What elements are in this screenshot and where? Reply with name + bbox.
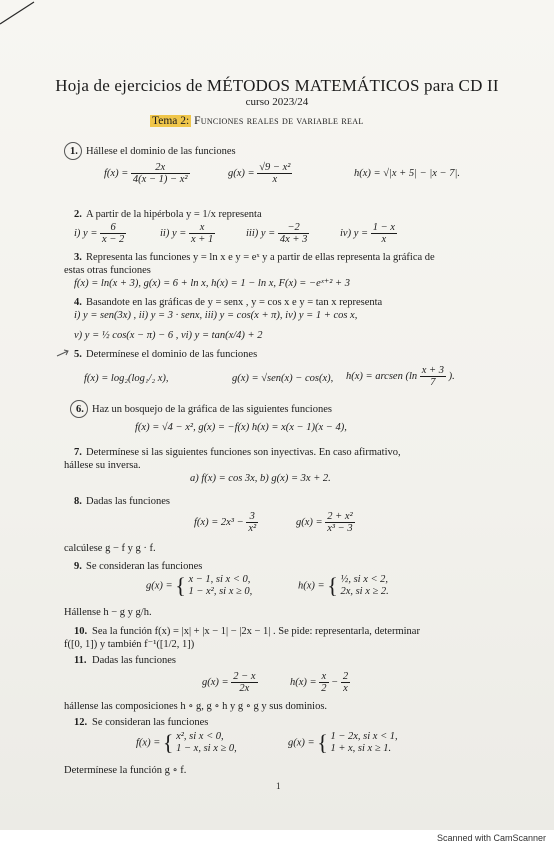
- ex9-g: g(x) = { x − 1, si x < 0, 1 − x², si x ≥ 0,: [146, 573, 253, 598]
- ex10-text-line1: Sea la función f(x) = |x| + |x − 1| − |2x − 1| . Se pide: representarla, determinar: [92, 626, 420, 637]
- ex3-text-line2: estas otras funciones: [64, 265, 151, 276]
- ex12-g: g(x) = { 1 − 2x, si x < 1, 1 + x, si x ≥ 1.: [288, 730, 398, 755]
- ex3-functions: f(x) = ln(x + 3), g(x) = 6 + ln x, h(x) = 1 − ln x, F(x) = −eˣ⁺² + 3: [74, 278, 351, 289]
- ex7-number: 7.: [74, 447, 82, 458]
- ex2-number: 2.: [74, 209, 82, 220]
- ex2-iii: iii) y = $\frac{-2}{4x + 3}$: [246, 222, 308, 245]
- ex10-text-line2: f([0, 1]) y también f⁻¹([1/2, 1]): [64, 639, 195, 650]
- ex9-number: 9.: [74, 561, 82, 572]
- ex2-text: A partir de la hipérbola y = 1/x representa: [86, 209, 262, 220]
- tema-title: Funciones reales de variable real: [194, 115, 364, 127]
- ex9-h: h(x) = { ½, si x < 2, 2x, si x ≥ 2.: [298, 573, 389, 598]
- scanner-watermark: Scanned with CamScanner: [436, 833, 546, 843]
- ex2-ii: ii) y = $\frac{x}{x + 1}$: [160, 222, 214, 245]
- ex10-number: 10.: [74, 626, 88, 637]
- ex12-f: f(x) = { x², si x < 0, 1 − x, si x ≥ 0,: [136, 730, 237, 755]
- document-title: Hoja de ejercicios de MÉTODOS MATEMÁTICOS para CD II: [55, 76, 499, 95]
- ex8-g: g(x) = $\frac{\text{2 + x²}}{\text{x³ − 3}}$: [296, 511, 353, 534]
- ex5-text: Determínese el dominio de las funciones: [86, 349, 258, 360]
- ex11-text: Dadas las funciones: [92, 655, 176, 666]
- ex6-number: 6.: [76, 404, 84, 415]
- ex2-i: i) y = $\frac{6}{x - 2}$: [74, 222, 125, 245]
- ex11-g: g(x) = $\frac{2 - x}{2x}$: [202, 671, 256, 694]
- course-year: curso 2023/24: [245, 96, 309, 108]
- handwritten-arrow: [56, 348, 70, 360]
- ex7-text-line2: hállese su inversa.: [64, 460, 141, 471]
- ex1-f: f(x) = $\frac{2x}{\text{4(x − 1) − x²}}$: [104, 162, 188, 185]
- ex11-after: hállense las composiciones h ∘ g, g ∘ h y g ∘ g y sus dominios.: [64, 701, 328, 712]
- ex5-f: f(x) = log₂(log₁/₂ x),: [84, 373, 169, 384]
- ex7-functions: a) f(x) = cos 3x, b) g(x) = 3x + 2.: [190, 473, 331, 484]
- ex6-text: Haz un bosquejo de la gráfica de las siguientes funciones: [92, 404, 332, 415]
- ex3-text-line1: Representa las funciones y = ln x e y = eˣ y a partir de ellas representa la gráfica de: [86, 252, 435, 263]
- ex8-number: 8.: [74, 496, 82, 507]
- page-number: 1: [276, 781, 281, 791]
- ex4-row1: i) y = sen(3x) , ii) y = 3 · senx, iii) y = cos(x + π), iv) y = 1 + cos x,: [74, 310, 358, 321]
- ex2-iv: iv) y = $\frac{1 - x}{x}$: [340, 222, 395, 245]
- ex4-text: Basandote en las gráficas de y = senx , y = cos x e y = tan x representa: [86, 297, 383, 308]
- tema-label: Tema 2:: [152, 115, 190, 127]
- ex1-h: h(x) = √|x + 5| − |x − 7|.: [354, 168, 460, 179]
- ex7-text-line1: Determínese si las siguientes funciones son inyectivas. En caso afirmativo,: [86, 447, 401, 458]
- ex8-text: Dadas las funciones: [86, 496, 170, 507]
- ex4-number: 4.: [74, 297, 82, 308]
- pen-mark: [0, 0, 40, 36]
- ex5-number: 5.: [74, 349, 82, 360]
- ex1-g: g(x) = $\frac{\text{√9 − x²}}{x}$: [228, 162, 291, 185]
- ex1-text: Hállese el dominio de las funciones: [86, 146, 236, 157]
- ex9-text: Se consideran las funciones: [86, 561, 203, 572]
- ex8-after: calcúlese g − f y g · f.: [64, 543, 156, 554]
- ex12-after: Determínese la función g ∘ f.: [64, 765, 187, 776]
- ex5-h: h(x) = arcsen (ln $\frac{x + 3}{7}$ ).: [346, 365, 455, 388]
- ex1-number: 1.: [70, 146, 78, 157]
- ex4-row2: v) y = ½ cos(x − π) − 6 , vi) y = tan(x/4) + 2: [74, 330, 263, 341]
- ex6-functions: f(x) = √4 − x², g(x) = −f(x) h(x) = x(x − 1)(x − 4),: [135, 422, 347, 433]
- ex12-text: Se consideran las funciones: [92, 717, 209, 728]
- ex12-number: 12.: [74, 717, 88, 728]
- ex3-number: 3.: [74, 252, 82, 263]
- ex11-h: h(x) = $\frac{x}{2}$ − $\frac{2}{x}$: [290, 671, 349, 694]
- ex11-number: 11.: [74, 655, 87, 666]
- ex5-g: g(x) = √sen(x) − cos(x),: [232, 373, 334, 384]
- ex9-after: Hállense h − g y g/h.: [64, 607, 152, 618]
- tema-heading: [150, 115, 364, 127]
- ex8-f: f(x) = 2x³ − $\frac{3}{\text{x²}}$: [194, 511, 257, 534]
